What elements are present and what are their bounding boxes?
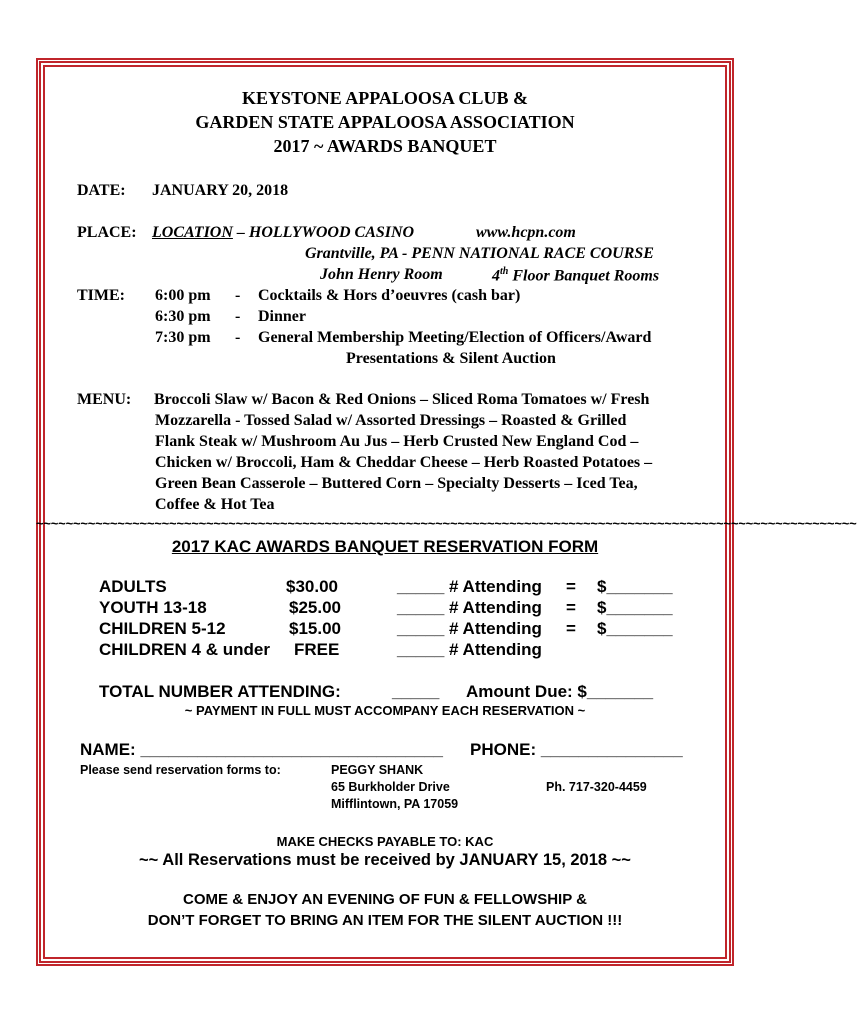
time-dash-1: - <box>235 287 241 304</box>
row-amount-children[interactable]: $_______ <box>597 619 673 638</box>
payment-note: ~ PAYMENT IN FULL MUST ACCOMPANY EACH RESERVATION ~ <box>184 703 586 718</box>
header-line-3: 2017 ~ AWARDS BANQUET <box>273 136 497 156</box>
floor-suffix: th <box>500 266 509 277</box>
place-room: John Henry Room <box>320 266 443 283</box>
floor-text: Floor Banquet Rooms <box>508 267 660 285</box>
row-amount-adults[interactable]: $_______ <box>597 577 673 596</box>
tilde-divider: ~~~~~~~~~~~~~~~~~~~~~~~~~~~~~~~~~~~~~~~~~~~~~~~~~~~~~~~~~~~~~~~~~~~~~~~~~~~~~~~~~~~~~~~~~~~~~~~~~~~~~~~~~~~~~~~ <box>36 516 857 531</box>
checks-payable: MAKE CHECKS PAYABLE TO: KAC <box>276 834 494 849</box>
menu-line: Chicken w/ Broccoli, Ham & Cheddar Cheese – Herb Roasted Potatoes – <box>155 454 653 471</box>
row-label-adults: ADULTS <box>99 577 167 596</box>
floor-number: 4 <box>492 267 500 285</box>
menu-line: Flank Steak w/ Mushroom Au Jus – Herb Crusted New England Cod – <box>155 433 639 450</box>
time-3: 7:30 pm <box>155 329 211 346</box>
row-eq-adults: = <box>566 577 576 596</box>
contact-name: PEGGY SHANK <box>331 763 424 777</box>
page-border <box>36 58 857 966</box>
closing-line-2: DON’T FORGET TO BRING AN ITEM FOR THE SILENT AUCTION !!! <box>147 912 623 929</box>
total-label: TOTAL NUMBER ATTENDING: <box>99 682 341 701</box>
place-location <box>152 224 414 242</box>
row-label-children: CHILDREN 5-12 <box>99 619 226 638</box>
contact-phone: Ph. 717-320-4459 <box>546 780 647 794</box>
time-event-2: Dinner <box>258 308 306 325</box>
send-label: Please send reservation forms to: <box>80 763 281 777</box>
date-label: DATE: <box>77 182 126 199</box>
row-label-youth: YOUTH 13-18 <box>99 598 207 617</box>
location-name: – HOLLYWOOD CASINO <box>232 224 415 241</box>
header-line-2: GARDEN STATE APPALOOSA ASSOCIATION <box>195 112 575 132</box>
menu-label: MENU: <box>77 391 132 408</box>
total-blank[interactable]: _____ <box>392 682 440 701</box>
row-eq-children: = <box>566 619 576 638</box>
place-floor <box>492 266 659 285</box>
name-field[interactable]: NAME: ________________________________ <box>80 740 443 759</box>
menu-line: Green Bean Casserole – Buttered Corn – Specialty Desserts – Iced Tea, <box>155 475 638 492</box>
row-label-children-under4: CHILDREN 4 & under <box>99 640 270 659</box>
location-label: LOCATION <box>152 224 233 241</box>
time-dash-2: - <box>235 308 241 325</box>
contact-street: 65 Burkholder Drive <box>331 780 450 794</box>
amount-due[interactable]: Amount Due: $_______ <box>466 682 654 701</box>
closing-line-1: COME & ENJOY AN EVENING OF FUN & FELLOWSHIP & <box>183 891 587 908</box>
time-event-3: General Membership Meeting/Election of Officers/Award <box>258 329 652 346</box>
row-attending-children[interactable]: _____ # Attending <box>397 619 542 638</box>
time-1: 6:00 pm <box>155 287 211 304</box>
deadline: ~~ All Reservations must be received by JANUARY 15, 2018 ~~ <box>139 851 631 869</box>
time-event-3-cont: Presentations & Silent Auction <box>346 350 556 367</box>
contact-city: Mifflintown, PA 17059 <box>331 797 459 811</box>
time-label: TIME: <box>77 287 125 304</box>
row-price-adults: $30.00 <box>286 577 338 596</box>
inner-border <box>43 65 727 959</box>
row-price-children: $15.00 <box>289 619 341 638</box>
time-2: 6:30 pm <box>155 308 211 325</box>
row-eq-youth: = <box>566 598 576 617</box>
place-address: Grantville, PA - PENN NATIONAL RACE COURSE <box>305 245 654 262</box>
menu-line: Broccoli Slaw w/ Bacon & Red Onions – Sliced Roma Tomatoes w/ Fresh <box>154 391 650 408</box>
time-event-1: Cocktails & Hors d’oeuvres (cash bar) <box>258 287 521 304</box>
row-attending-children-under4[interactable]: _____ # Attending <box>397 640 542 659</box>
date-value: JANUARY 20, 2018 <box>152 182 289 199</box>
phone-field[interactable]: PHONE: _______________ <box>470 740 683 759</box>
website-link[interactable]: www.hcpn.com <box>476 224 576 241</box>
row-price-children-under4: FREE <box>294 640 340 659</box>
time-dash-3: - <box>235 329 241 346</box>
menu-line: Mozzarella - Tossed Salad w/ Assorted Dressings – Roasted & Grilled <box>155 412 627 429</box>
menu-line: Coffee & Hot Tea <box>155 496 275 513</box>
place-label: PLACE: <box>77 224 137 241</box>
row-attending-youth[interactable]: _____ # Attending <box>397 598 542 617</box>
row-attending-adults[interactable]: _____ # Attending <box>397 577 542 596</box>
row-price-youth: $25.00 <box>289 598 341 617</box>
header-line-1: KEYSTONE APPALOOSA CLUB & <box>242 88 528 108</box>
form-title: 2017 KAC AWARDS BANQUET RESERVATION FORM <box>171 537 599 556</box>
row-amount-youth[interactable]: $_______ <box>597 598 673 617</box>
